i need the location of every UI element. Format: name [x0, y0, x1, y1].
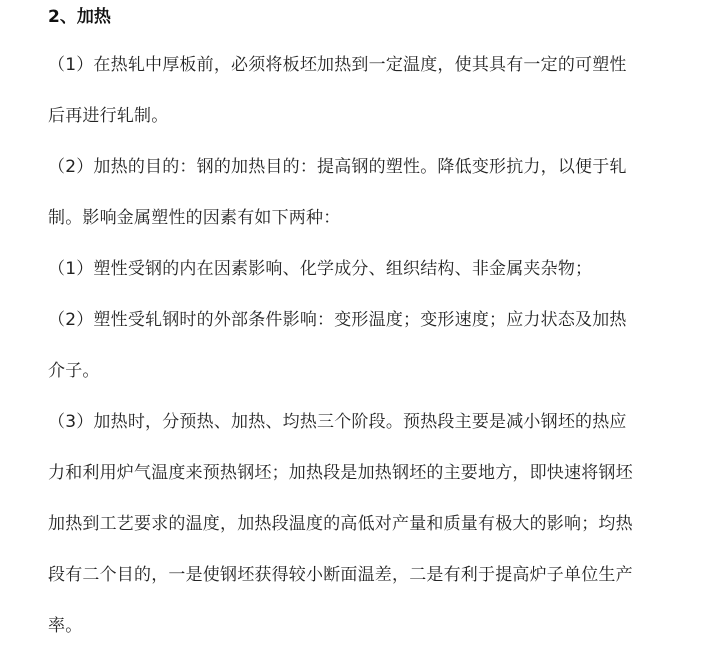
paragraph-line: 率。 [48, 616, 83, 636]
paragraph-external-factors [48, 295, 668, 397]
paragraph-line: 介子。 [48, 361, 100, 381]
paragraph-line: （3）加热时，分预热、加热、均热三个阶段。预热段主要是减小钢坯的热应 [48, 412, 627, 432]
paragraph-preheat-requirement [48, 40, 668, 142]
paragraph-line: （1）塑性受钢的内在因素影响、化学成分、组织结构、非金属夹杂物； [48, 259, 593, 279]
paragraph-line: 力和利用炉气温度来预热钢坯；加热段是加热钢坯的主要地方，即快速将钢坯 [48, 463, 633, 483]
paragraph-heating-stages [48, 397, 668, 652]
paragraph-line: （2）塑性受轧钢时的外部条件影响：变形温度；变形速度；应力状态及加热 [48, 310, 627, 330]
paragraph-heating-purpose [48, 142, 668, 244]
section-heading: 2、加热 [48, 7, 111, 27]
paragraph-internal-factors [48, 244, 668, 295]
paragraph-line: 段有二个目的，一是使钢坯获得较小断面温差，二是有利于提高炉子单位生产 [48, 565, 633, 585]
paragraph-line: 加热到工艺要求的温度，加热段温度的高低对产量和质量有极大的影响；均热 [48, 514, 633, 534]
paragraph-line: 后再进行轧制。 [48, 106, 169, 126]
paragraph-line: （2）加热的目的：钢的加热目的：提高钢的塑性。降低变形抗力，以便于轧 [48, 157, 627, 177]
paragraph-line: 制。影响金属塑性的因素有如下两种： [48, 208, 341, 228]
paragraph-line: （1）在热轧中厚板前，必须将板坯加热到一定温度，使其具有一定的可塑性 [48, 55, 627, 75]
